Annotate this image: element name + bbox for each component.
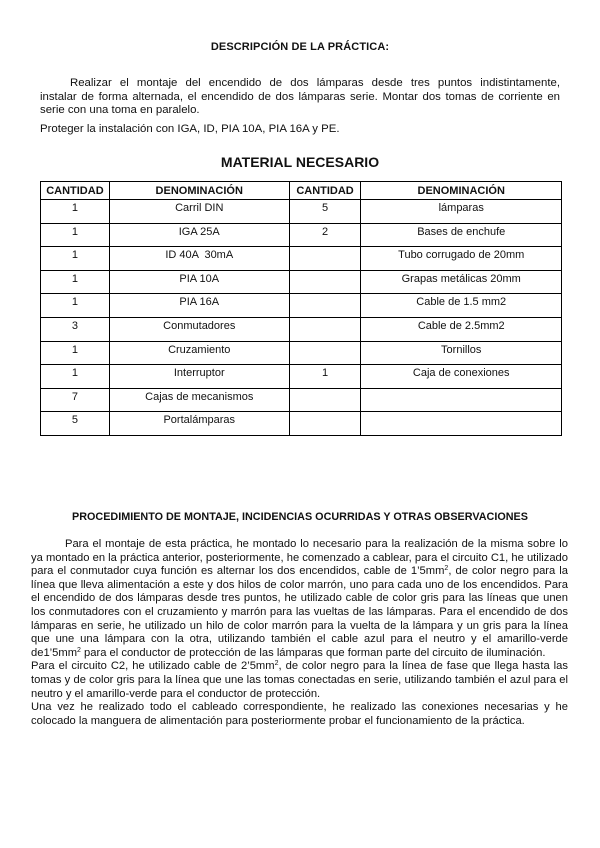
table-row	[41, 294, 562, 318]
table-cell	[289, 294, 361, 318]
table-cell: 1	[41, 270, 110, 294]
table-cell: Grapas metálicas 20mm	[361, 270, 562, 294]
procedure-text: , de color negro para la línea que lleva alimentación a este y dos hilos de color marrón, uno para cada uno de los encendidos. Para el encendido de dos lámparas desde tres puntos, he utilizado cable de color gris para las líneas que unen los conmutadores con el cruzamiento y marrón para las vueltas de las lámparas. Para el encendido de dos lámparas en serie, he utilizado un hilo de color marrón para la vuelta de la lámpara y un gris para la línea que une una lámpara con la otra, utilizando también el cable azul para el neutro y el amarillo-verde de1’5mm	[31, 565, 568, 659]
table-cell	[289, 341, 361, 365]
procedure-body	[31, 538, 568, 728]
table-cell: 1	[41, 341, 110, 365]
table-cell	[289, 412, 361, 436]
table-cell: Cable de 1.5 mm2	[361, 294, 562, 318]
table-row	[41, 388, 562, 412]
table-cell: 5	[289, 200, 361, 224]
material-table	[40, 181, 562, 436]
table-cell	[289, 388, 361, 412]
table-cell: Caja de conexiones	[361, 365, 562, 389]
table-cell: Tornillos	[361, 341, 562, 365]
table-cell	[361, 412, 562, 436]
table-row	[41, 270, 562, 294]
table-row	[41, 247, 562, 271]
description-heading: DESCRIPCIÓN DE LA PRÁCTICA:	[210, 41, 390, 53]
description-line-rest: instalar de forma alternada, el encendido de dos lámparas serie. Montar dos tomas de corriente en serie con una toma en paralelo.	[40, 90, 560, 116]
table-cell: PIA 10A	[109, 270, 289, 294]
table-cell: Cable de 2.5mm2	[361, 317, 562, 341]
table-cell: 1	[41, 200, 110, 224]
superscript: 2	[444, 565, 449, 573]
table-header-row	[41, 182, 562, 200]
procedure-text: , de color negro para la línea de fase que llega hasta las tomas y de color gris para la línea que une las tomas conectadas en serie, utilizando también el azul para el neutro y el amarillo-verde para el conductor de protección.	[31, 660, 568, 700]
header-denomination-2: DENOMINACIÓN	[361, 182, 562, 200]
procedure-paragraph-3: Una vez he realizado todo el cableado correspondiente, he realizado las conexiones necesarias y he colocado la manguera de alimentación para posteriormente probar el funcionamiento de la práctica.	[31, 701, 568, 727]
table-cell: 1	[41, 247, 110, 271]
table-cell: 5	[41, 412, 110, 436]
table-row	[41, 412, 562, 436]
table-row	[41, 365, 562, 389]
table-cell: 7	[41, 388, 110, 412]
table-cell	[289, 317, 361, 341]
table-cell: 1	[41, 223, 110, 247]
header-denomination-1: DENOMINACIÓN	[109, 182, 289, 200]
table-cell: Carril DIN	[109, 200, 289, 224]
table-cell: lámparas	[361, 200, 562, 224]
description-line-1: Realizar el montaje del encendido de dos lámparas desde tres puntos indistintamente,	[70, 77, 560, 89]
procedure-heading: PROCEDIMIENTO DE MONTAJE, INCIDENCIAS OCURRIDAS Y OTRAS OBSERVACIONES	[72, 511, 528, 523]
table-cell: Cajas de mecanismos	[109, 388, 289, 412]
table-cell: Cruzamiento	[109, 341, 289, 365]
procedure-paragraph-1	[31, 538, 568, 660]
table-cell: Portalámparas	[109, 412, 289, 436]
table-cell: ID 40A 30mA	[109, 247, 289, 271]
table-cell: 2	[289, 223, 361, 247]
table-cell: PIA 16A	[109, 294, 289, 318]
table-cell: Interruptor	[109, 365, 289, 389]
superscript: 2	[274, 660, 279, 668]
header-quantity-2: CANTIDAD	[289, 182, 361, 200]
table-cell: Bases de enchufe	[361, 223, 562, 247]
table-row	[41, 341, 562, 365]
table-row	[41, 200, 562, 224]
table-cell: IGA 25A	[109, 223, 289, 247]
table-cell	[289, 270, 361, 294]
procedure-text: Para el circuito C2, he utilizado cable de 2’5mm	[31, 660, 275, 673]
header-quantity-1: CANTIDAD	[41, 182, 110, 200]
table-cell: Conmutadores	[109, 317, 289, 341]
table-cell: 1	[41, 365, 110, 389]
procedure-text: para el conductor de protección de las lámparas que forman parte del circuito de iluminación.	[80, 646, 546, 659]
protection-paragraph: Proteger la instalación con IGA, ID, PIA 10A, PIA 16A y PE.	[40, 123, 340, 135]
table-cell: 3	[41, 317, 110, 341]
procedure-text: Para el montaje de esta práctica, he montado lo necesario para la realización de la misma sobre lo ya montado en la práctica anterior, posteriormente, he comenzado a cablear, para el circuito C1, he utilizado para el conmutador cuya función es alternar los dos encendidos, cable de 1’5mm	[31, 538, 568, 578]
table-cell: Tubo corrugado de 20mm	[361, 247, 562, 271]
table-row	[41, 317, 562, 341]
table-cell	[361, 388, 562, 412]
description-paragraph	[40, 77, 560, 118]
table-cell: 1	[289, 365, 361, 389]
procedure-paragraph-2	[31, 660, 568, 701]
superscript: 2	[77, 646, 81, 654]
table-cell	[289, 247, 361, 271]
material-heading: MATERIAL NECESARIO	[220, 154, 380, 170]
table-cell: 1	[41, 294, 110, 318]
table-row	[41, 223, 562, 247]
